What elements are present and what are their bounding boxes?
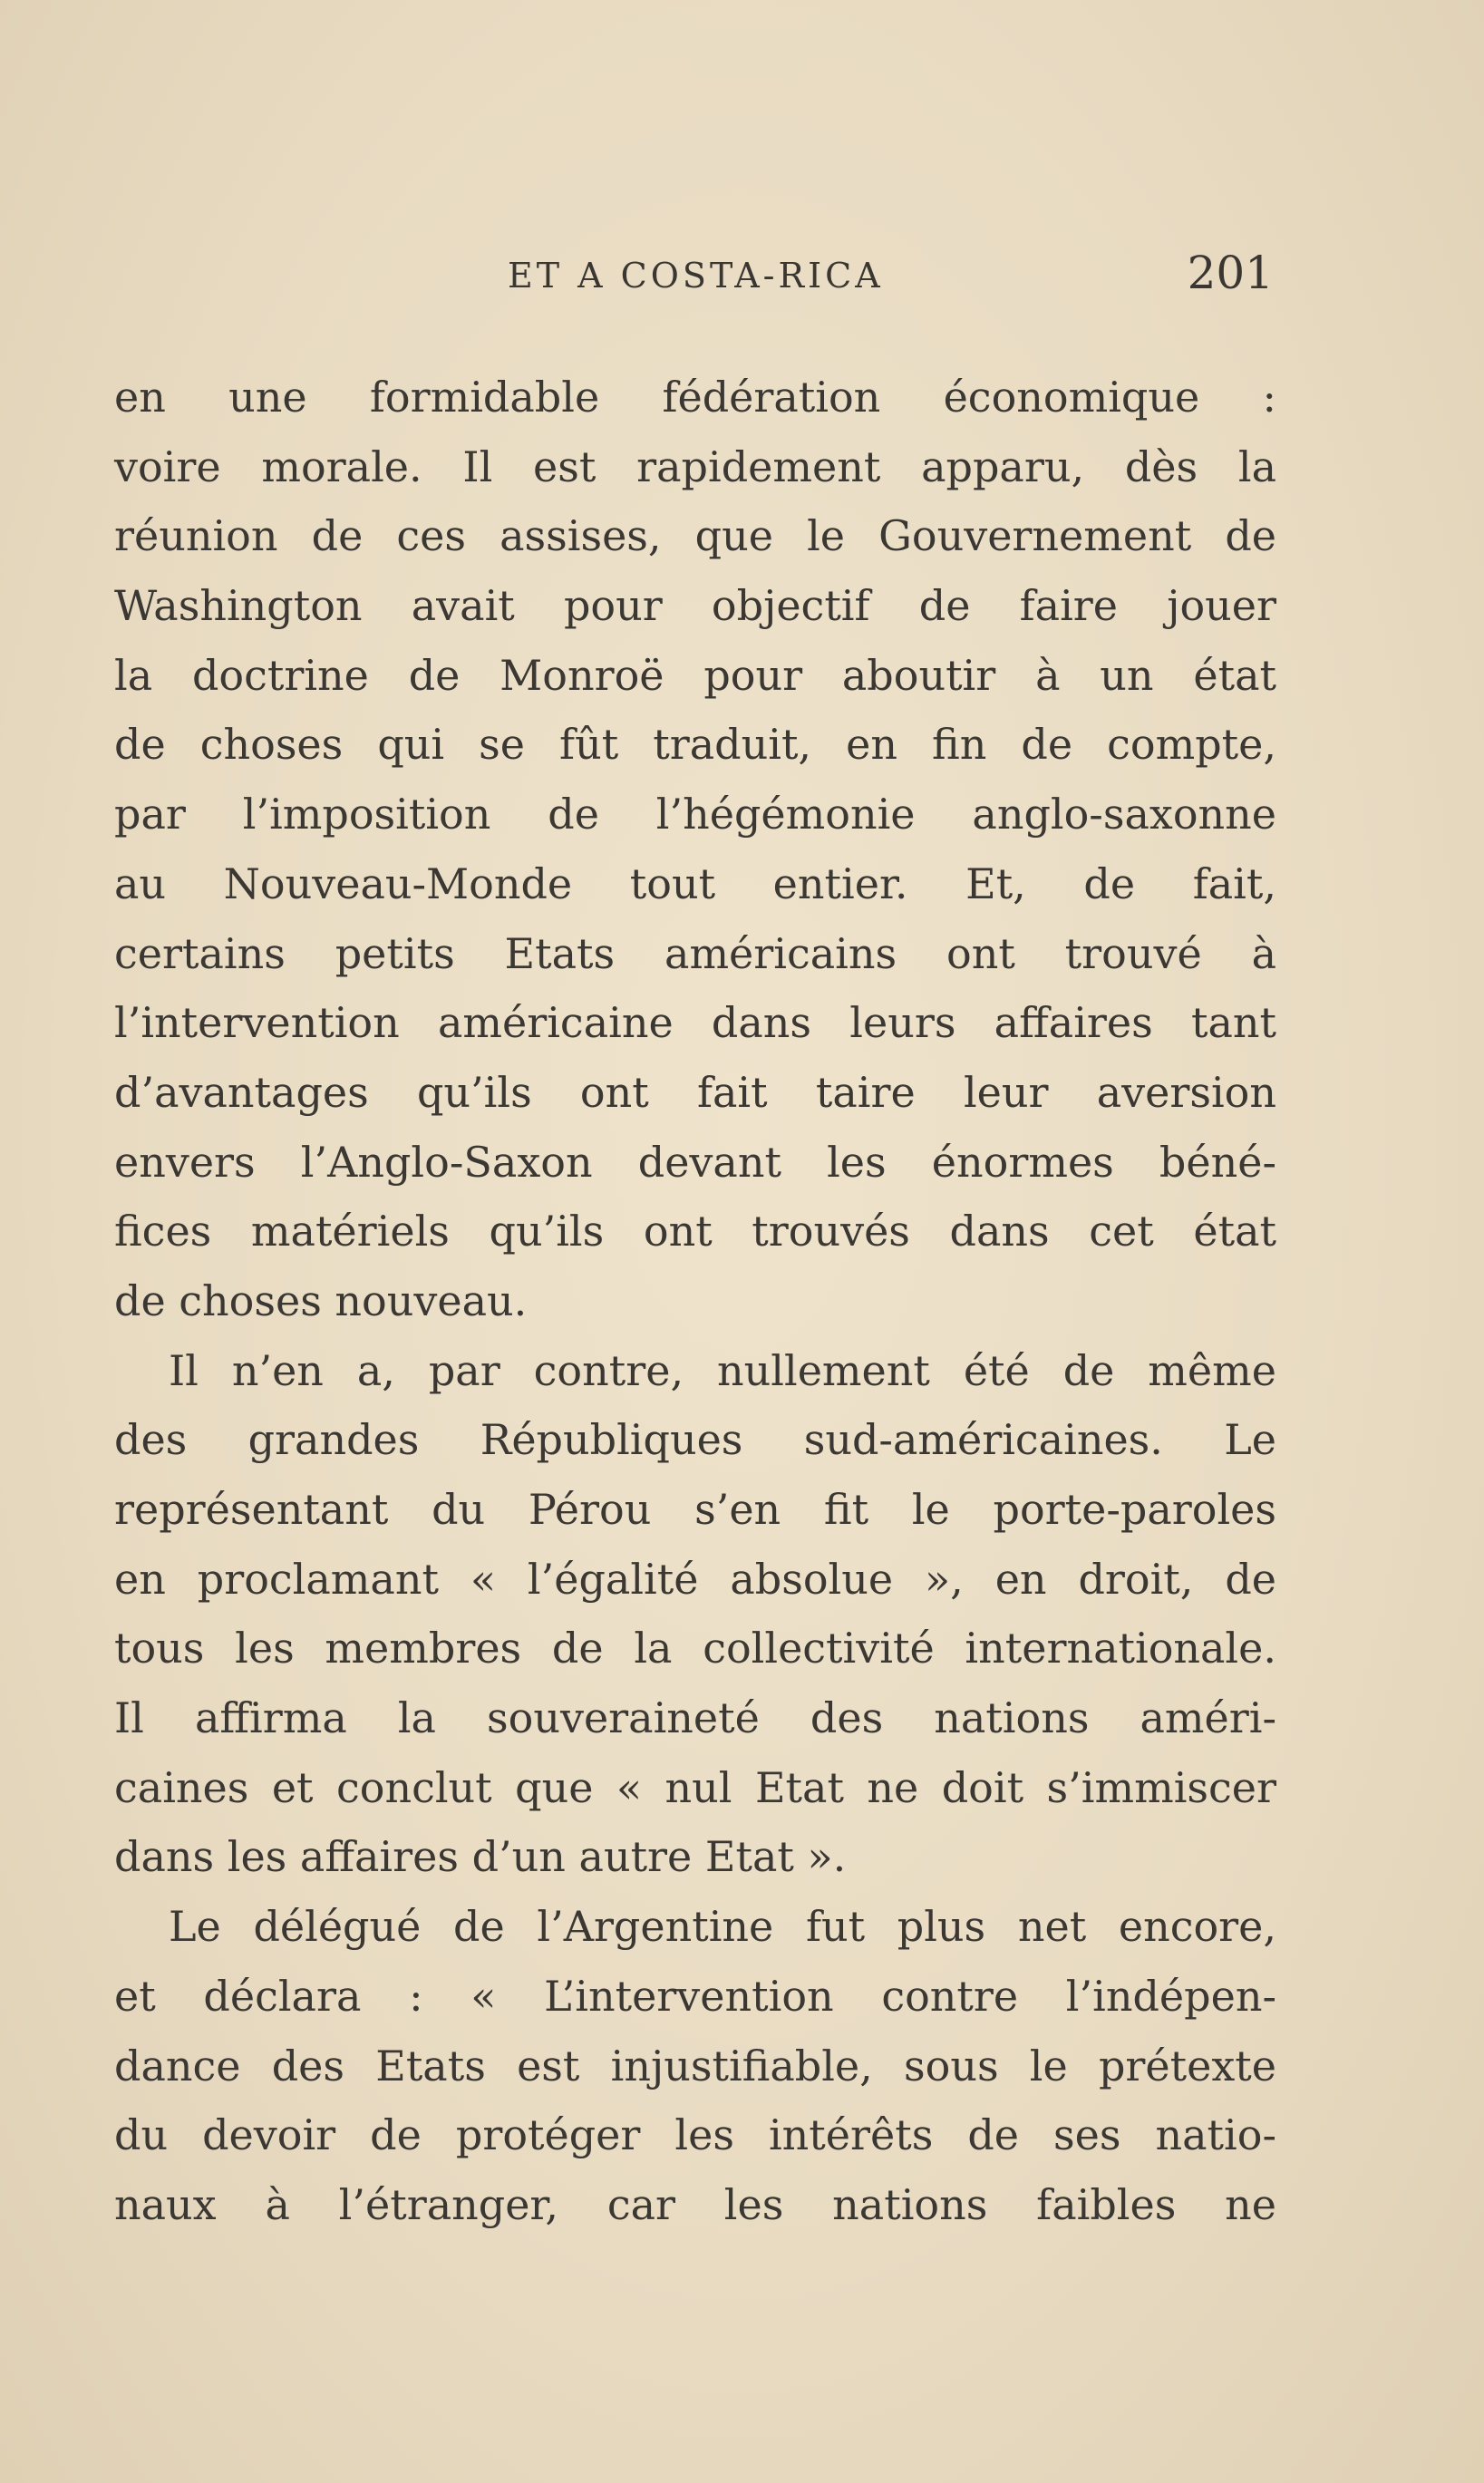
text-line: des grandes Républiques sud-américaines. Le [114,1415,1276,1465]
text-line: en une formidable fédération économique : [114,373,1276,422]
text-line: représentant du Pérou s’en fit le porte-paroles [114,1485,1276,1534]
text-line: fices matériels qu’ils ont trouvés dans cet état [114,1207,1276,1256]
text-line: voire morale. Il est rapidement apparu, dès la [114,441,1276,491]
text-line: au Nouveau-Monde tout entier. Et, de fait, [114,858,1276,908]
text-line: en proclamant « l’égalité absolue », en droit, de [114,1554,1276,1604]
text-line: par l’imposition de l’hégémonie anglo-saxonne [114,790,1276,839]
text-line: de choses nouveau. [114,1275,528,1325]
page-header [118,243,1274,306]
text-line: dans les affaires d’un autre Etat ». [114,1832,847,1882]
text-line: l’intervention américaine dans leurs affaires tant [114,998,1276,1048]
text-line: naux à l’étranger, car les nations faibles ne [114,2179,1276,2229]
body-text [114,363,1276,2240]
page-number: 201 [1187,247,1274,299]
text-line: Le délégué de l’Argentine fut plus net encore, [169,1902,1276,1952]
text-line: et déclara : « L’intervention contre l’indépen- [114,1971,1276,2021]
text-line: la doctrine de Monroë pour aboutir à un état [114,650,1276,700]
text-line: caines et conclut que « nul Etat ne doit s’immiscer [114,1762,1276,1812]
text-line: tous les membres de la collectivité internationale. [114,1624,1276,1673]
text-line: certains petits Etats américains ont trouvé à [114,928,1276,978]
text-line: dance des Etats est injustifiable, sous le prétexte [114,2041,1276,2090]
text-line: de choses qui se fût traduit, en fin de compte, [114,720,1276,770]
running-head: ET A COSTA-RICA [508,256,884,296]
text-line: Il affirma la souveraineté des nations améri- [114,1693,1276,1743]
text-line: d’avantages qu’ils ont fait taire leur aversion [114,1067,1276,1117]
text-line: Washington avait pour objectif de faire jouer [114,581,1276,631]
text-line: Il n’en a, par contre, nullement été de même [169,1345,1276,1395]
text-line: envers l’Anglo-Saxon devant les énormes béné- [114,1137,1276,1187]
text-line: réunion de ces assises, que le Gouvernement de [114,511,1276,561]
text-line: du devoir de protéger les intérêts de ses natio- [114,2110,1276,2160]
